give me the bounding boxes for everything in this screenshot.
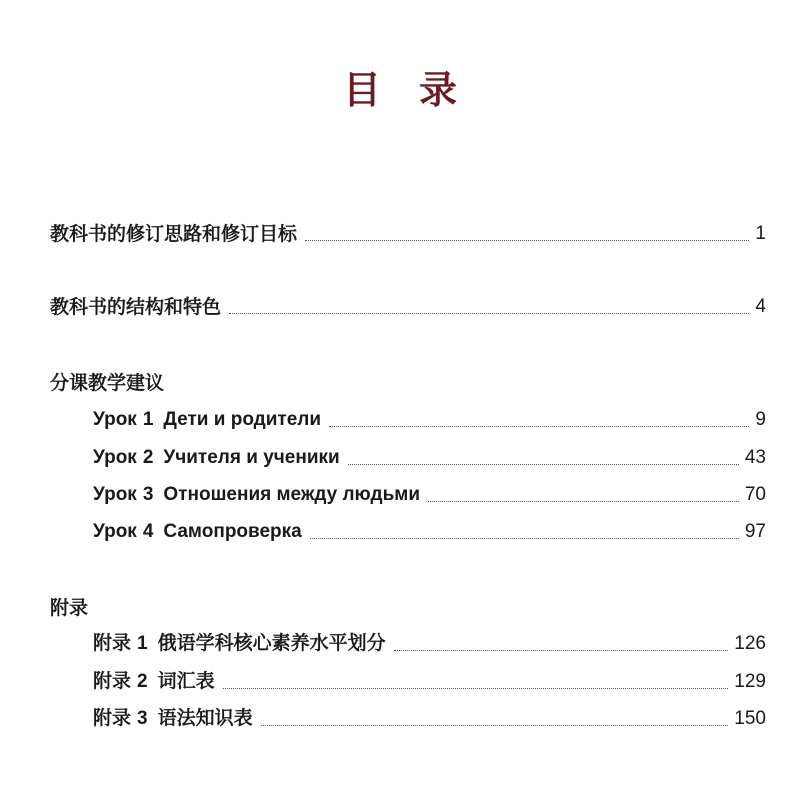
lesson-prefix: Урок	[93, 447, 137, 468]
lesson-number: 1	[142, 409, 154, 430]
toc-entry-label	[93, 442, 340, 473]
toc-page-number: 97	[744, 521, 766, 542]
appendix-prefix: 附录	[93, 707, 132, 729]
dot-leader	[428, 501, 739, 502]
lesson-number: 3	[142, 484, 154, 505]
toc-page-number: 9	[755, 409, 766, 430]
lesson-number: 4	[142, 521, 154, 542]
appendix-number: 2	[137, 671, 148, 692]
section-heading-appendix: 附录	[50, 597, 89, 619]
toc-entry-lesson-3[interactable]	[93, 480, 766, 510]
appendix-title: 俄语学科核心素养水平划分	[157, 632, 386, 654]
appendix-title: 词汇表	[157, 670, 215, 692]
dot-leader	[261, 725, 729, 726]
appendix-prefix: 附录	[93, 670, 132, 692]
toc-page-number: 150	[734, 708, 766, 729]
toc-entry-label	[93, 666, 215, 697]
lesson-number: 2	[142, 447, 154, 468]
toc-entry-lesson-1[interactable]	[93, 405, 766, 435]
lesson-title: Самопроверка	[163, 521, 302, 542]
appendix-title: 语法知识表	[157, 707, 253, 729]
toc-entry-label	[93, 479, 420, 510]
toc-entry-label	[93, 404, 321, 435]
page-title	[0, 59, 800, 114]
dot-leader	[329, 426, 749, 427]
dot-leader	[394, 650, 729, 651]
toc-entry-appendix-2[interactable]	[93, 667, 766, 697]
lesson-title: Учителя и ученики	[163, 447, 340, 468]
toc-page-number: 126	[734, 633, 766, 654]
toc-entry-label: 教科书的结构和特色	[50, 296, 222, 318]
toc-entry-label	[93, 628, 386, 659]
toc-page-number: 1	[755, 223, 766, 244]
toc-entry-appendix-3[interactable]	[93, 704, 766, 734]
toc-page-number: 4	[755, 296, 766, 317]
lesson-title: Дети и родители	[163, 409, 322, 430]
toc-entry-label	[93, 516, 302, 547]
toc-entry-label	[93, 703, 253, 734]
lesson-prefix: Урок	[93, 409, 137, 430]
toc-entry-label: 教科书的修订思路和修订目标	[50, 223, 298, 245]
dot-leader	[305, 240, 749, 241]
toc-entry-lesson-4[interactable]	[93, 517, 766, 547]
dot-leader	[348, 464, 739, 465]
dot-leader	[229, 313, 749, 314]
toc-page-number: 129	[734, 671, 766, 692]
dot-leader	[223, 688, 729, 689]
toc-entry-appendix-1[interactable]	[93, 629, 766, 659]
page-title-char-1: 目	[342, 67, 381, 113]
appendix-number: 1	[137, 633, 148, 654]
lesson-title: Отношения между людьми	[163, 484, 420, 505]
toc-entry-revision[interactable]	[50, 219, 766, 249]
dot-leader	[310, 538, 739, 539]
toc-page-number: 43	[744, 447, 766, 468]
appendix-prefix: 附录	[93, 632, 132, 654]
lesson-prefix: Урок	[93, 484, 137, 505]
page-title-char-2: 录	[419, 67, 458, 113]
appendix-number: 3	[137, 708, 148, 729]
toc-page-number: 70	[744, 484, 766, 505]
section-heading-lessons: 分课教学建议	[50, 372, 165, 394]
toc-entry-structure[interactable]	[50, 292, 766, 322]
lesson-prefix: Урок	[93, 521, 137, 542]
toc-entry-lesson-2[interactable]	[93, 443, 766, 473]
